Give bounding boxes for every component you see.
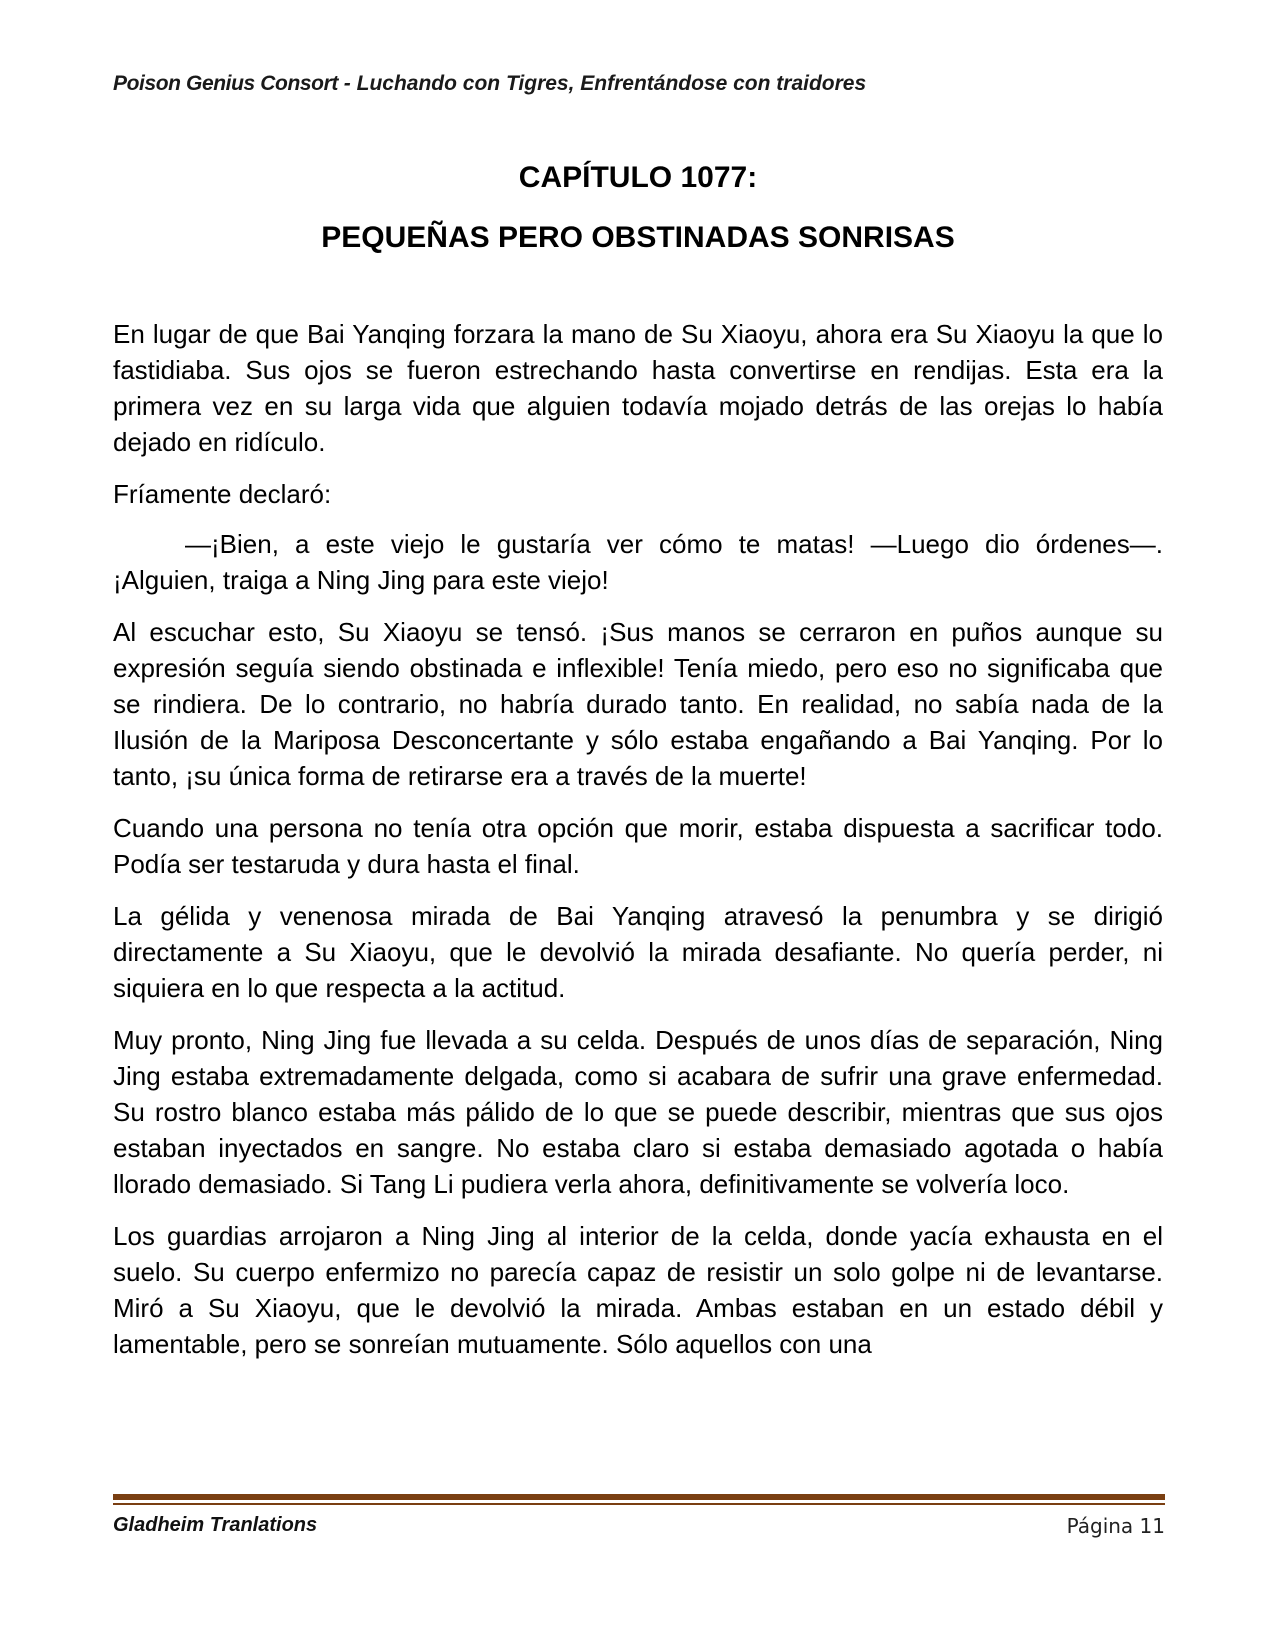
- paragraph: Cuando una persona no tenía otra opción que morir, estaba dispuesta a sacrificar todo. Podía ser testaruda y dura hasta el final.: [113, 813, 1163, 879]
- chapter-number: CAPÍTULO 1077:: [518, 161, 758, 194]
- paragraph: Muy pronto, Ning Jing fue llevada a su celda. Después de unos días de separación, Ning Jing estaba extremadamente delgada, como si acabara de sufrir una grave enfermedad. Su rostro blanco estaba más pálido de lo que se puede describir, mientras que sus ojos estaban inyectados en sangre. No estaba claro si estaba demasiado agotada o había llorado demasiado. Si Tang Li pudiera verla ahora, definitivamente se volvería loco.: [113, 1025, 1163, 1199]
- footer-rule-thin: [113, 1503, 1165, 1505]
- header-arc-title: Luchando con Tigres, Enfrentándose con traidores: [356, 72, 867, 95]
- header-series-title: Poison Genius Consort: [113, 72, 338, 95]
- chapter-title: [113, 148, 1163, 268]
- running-header: [113, 72, 1173, 96]
- footer-rule-thick: [113, 1494, 1165, 1500]
- paragraph: En lugar de que Bai Yanqing forzara la mano de Su Xiaoyu, ahora era Su Xiaoyu la que lo fastidiaba. Sus ojos se fueron estrechando hasta convertirse en rendijas. Esta era la primera vez en su larga vida que alguien todavía mojado detrás de las orejas lo había dejado en ridículo.: [113, 319, 1163, 457]
- header-separator: -: [337, 72, 357, 95]
- paragraph: Fríamente declaró:: [113, 479, 332, 509]
- footer-publisher: Gladheim Tranlations: [113, 1514, 318, 1536]
- dialogue-paragraph: —¡Bien, a este viejo le gustaría ver cómo te matas! —Luego dio órdenes—. ¡Alguien, traiga a Ning Jing para este viejo!: [113, 529, 1163, 595]
- paragraph: La gélida y venenosa mirada de Bai Yanqing atravesó la penumbra y se dirigió directamente a Su Xiaoyu, que le devolvió la mirada desafiante. No quería perder, ni siquiera en lo que respecta a la actitud.: [113, 901, 1163, 1003]
- paragraph: Al escuchar esto, Su Xiaoyu se tensó. ¡Sus manos se cerraron en puños aunque su expresión seguía siendo obstinada e inflexible! Tenía miedo, pero eso no significaba que se rindiera. De lo contrario, no habría durado tanto. En realidad, no sabía nada de la Ilusión de la Mariposa Desconcertante y sólo estaba engañando a Bai Yanqing. Por lo tanto, ¡su única forma de retirarse era a través de la muerte!: [113, 617, 1163, 791]
- chapter-name: PEQUEÑAS PERO OBSTINADAS SONRISAS: [321, 221, 955, 254]
- footer-page-number: Página 11: [1066, 1514, 1165, 1538]
- paragraph: Los guardias arrojaron a Ning Jing al interior de la celda, donde yacía exhausta en el suelo. Su cuerpo enfermizo no parecía capaz de resistir un solo golpe ni de levantarse. Miró a Su Xiaoyu, que le devolvió la mirada. Ambas estaban en un estado débil y lamentable, pero se sonreían mutuamente. Sólo aquellos con una: [113, 1221, 1163, 1359]
- chapter-body: [113, 316, 1163, 1378]
